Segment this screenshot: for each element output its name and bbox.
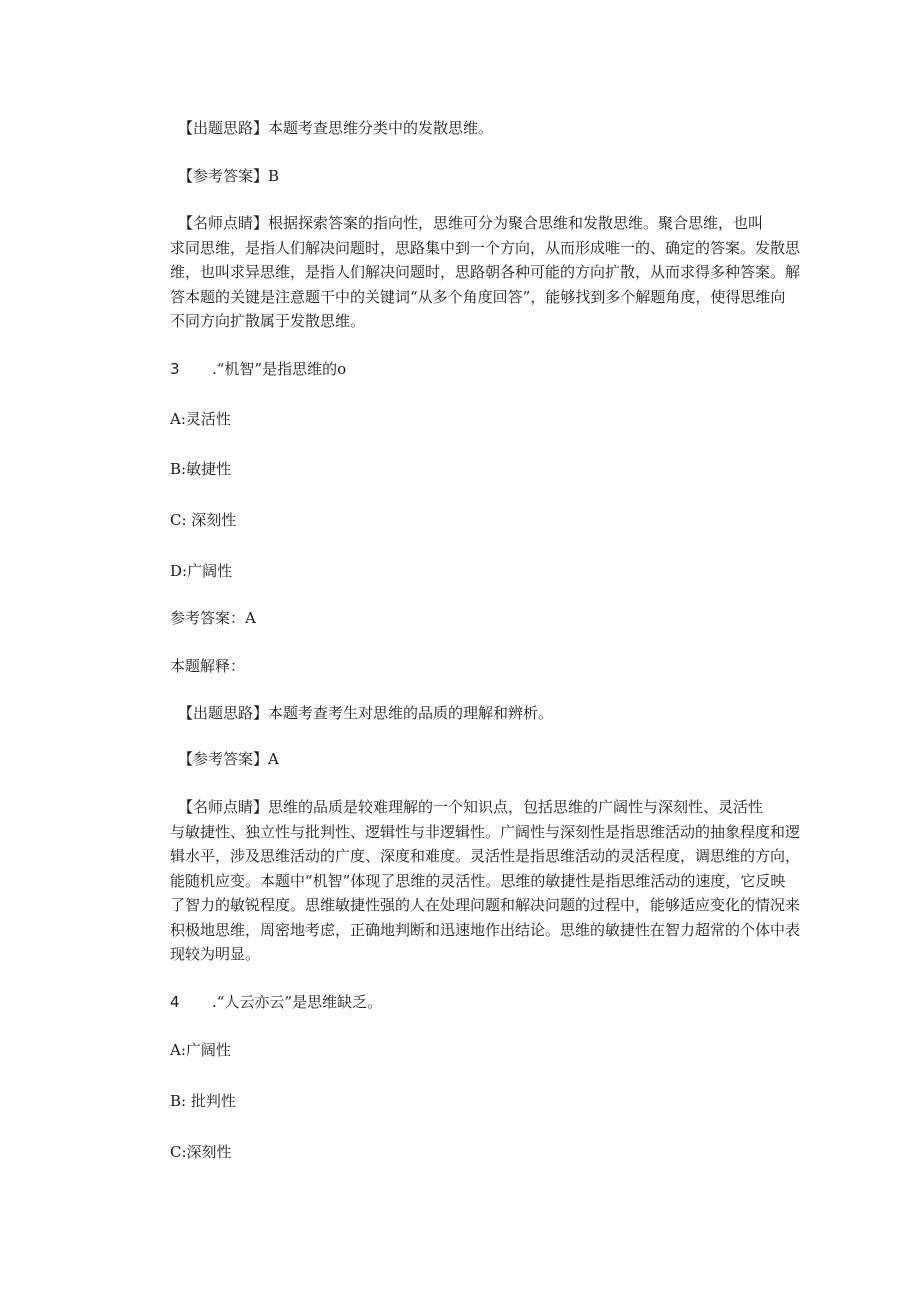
q3-comment-line: 能随机应变。本题中“机智”体现了思维的灵活性。思维的敏捷性是指思维活动的速度，它反映 bbox=[170, 871, 786, 890]
q2-comment-line: 求同思维，是指人们解决问题时，思路集中到一个方向，从而形成唯一的、确定的答案。发散思 bbox=[170, 238, 801, 257]
q3-comment-line: 积极地思维，周密地考虑，正确地判断和迅速地作出结论。思维的敏捷性在智力超常的个体中表 bbox=[170, 920, 801, 939]
q3-stem-text: .“机智”是指思维的o bbox=[212, 360, 347, 378]
q3-comment-line: 与敏捷性、独立性与批判性、逻辑性与非逻辑性。广阔性与深刻性是指思维活动的抽象程度和逻 bbox=[170, 822, 801, 841]
q2-comment bbox=[170, 211, 801, 334]
q4-option-a: A:广阔性 bbox=[170, 1041, 231, 1059]
q4-option-c: C:深刻性 bbox=[170, 1143, 232, 1161]
q3-comment-line: 辑水平，涉及思维活动的广度、深度和难度。灵活性是指思维活动的灵活程度，调思维的方向， bbox=[170, 847, 801, 865]
q3-comment bbox=[170, 795, 801, 967]
q3-option-c: C: 深刻性 bbox=[170, 511, 237, 529]
q3-comment-line: 现较为明显。 bbox=[170, 945, 261, 963]
q3-explanation-label: 本题解释： bbox=[170, 657, 246, 675]
q4-number: 4 bbox=[170, 993, 180, 1011]
q2-comment-line: 【名师点睛】根据探索答案的指向性，思维可分为聚合思维和发散思维。聚合思维，也叫 bbox=[178, 214, 764, 232]
q2-comment-line: 维，也叫求异思维，是指人们解决问题时，思路朝各种可能的方向扩散，从而求得多种答案。解 bbox=[170, 263, 801, 281]
q3-comment-line: 了智力的敏锐程度。思维敏捷性强的人在处理问题和解决问题的过程中，能够适应变化的情况来 bbox=[170, 896, 801, 914]
q3-idea: 【出题思路】本题考查考生对思维的品质的理解和辨析。 bbox=[178, 704, 554, 722]
q4-stem bbox=[170, 992, 382, 1012]
q4-option-b: B: 批判性 bbox=[170, 1092, 236, 1110]
q2-answer: 【参考答案】B bbox=[178, 167, 280, 185]
q2-comment-line: 答本题的关键是注意题干中的关键词“从多个角度回答”，能够找到多个解题角度，使得思维向 bbox=[170, 287, 786, 306]
q3-comment-line: 【名师点睛】思维的品质是较难理解的一个知识点，包括思维的广阔性与深刻性、灵活性 bbox=[178, 798, 764, 816]
q3-stem bbox=[170, 359, 346, 379]
q2-idea: 【出题思路】本题考查思维分类中的发散思维。 bbox=[178, 119, 494, 137]
q2-comment-line: 不同方向扩散属于发散思维。 bbox=[170, 312, 366, 330]
q3-answer: 【参考答案】A bbox=[178, 750, 279, 768]
q3-option-d: D:广阔性 bbox=[170, 562, 233, 580]
q3-option-a: A:灵活性 bbox=[170, 410, 231, 428]
q3-option-b: B:敏捷性 bbox=[170, 460, 232, 478]
q4-stem-text: .“人云亦云”是思维缺乏。 bbox=[212, 993, 383, 1011]
q3-number: 3 bbox=[170, 360, 180, 378]
q3-reference-answer: 参考答案：A bbox=[170, 609, 256, 627]
